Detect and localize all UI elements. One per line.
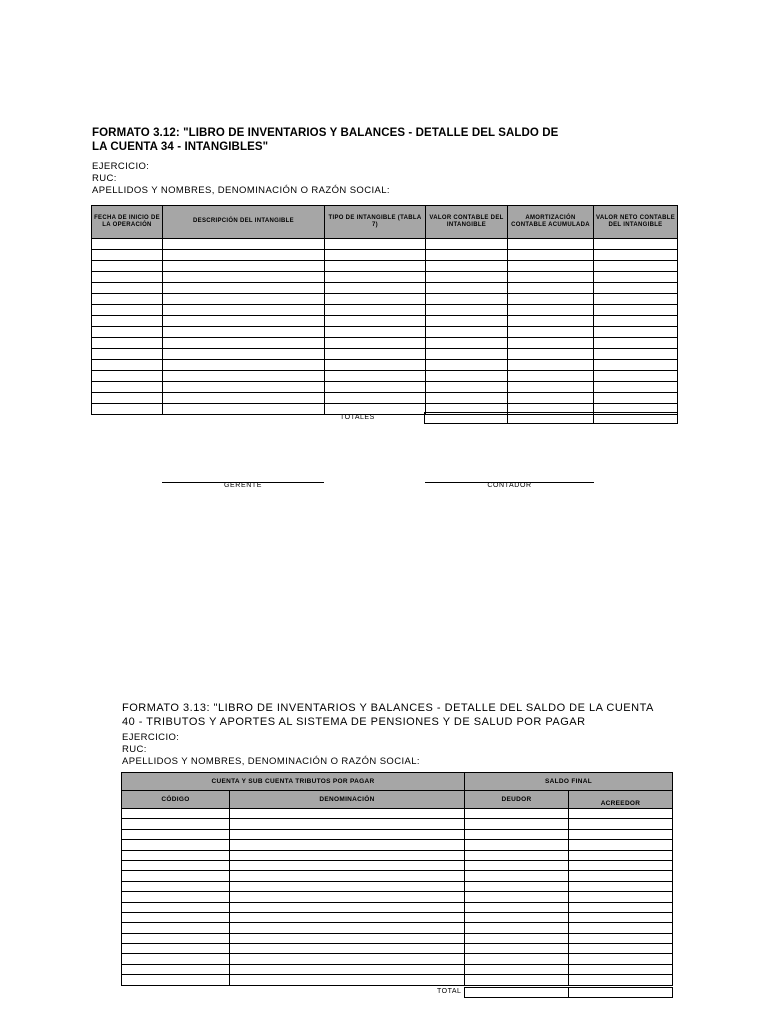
header-acreedor: ACREEDOR: [569, 791, 673, 809]
total-valor-neto-cell: [594, 413, 678, 424]
format-3-12-meta: [92, 161, 390, 197]
table-row: [122, 954, 673, 964]
ruc-label: RUC:: [92, 173, 117, 184]
table-cell: [465, 819, 569, 829]
table-cell: [465, 975, 569, 985]
table-cell: [122, 819, 230, 829]
header-deudor: DEUDOR: [465, 791, 569, 809]
table-cell: [465, 944, 569, 954]
totales-row: [424, 412, 678, 424]
header-fecha-inicio: FECHA DE INICIO DE LA OPERACIÓN: [92, 206, 163, 239]
table-cell: [325, 338, 426, 349]
total-row: [464, 987, 673, 998]
table-row: [122, 944, 673, 954]
table-cell: [426, 239, 508, 250]
table-cell: [426, 393, 508, 404]
table-cell: [92, 272, 163, 283]
table-cell: [426, 305, 508, 316]
table-cell: [426, 338, 508, 349]
table-row: [122, 902, 673, 912]
table-cell: [92, 327, 163, 338]
table-cell: [92, 338, 163, 349]
table-cell: [163, 393, 325, 404]
table-cell: [163, 294, 325, 305]
table-cell: [426, 360, 508, 371]
table-cell: [508, 239, 594, 250]
table-cell: [163, 371, 325, 382]
table-cell: [508, 382, 594, 393]
table-cell: [508, 316, 594, 327]
table-cell: [230, 829, 465, 839]
table-cell: [230, 819, 465, 829]
table-cell: [508, 305, 594, 316]
table-cell: [325, 239, 426, 250]
table-cell: [465, 964, 569, 974]
total-acreedor-cell: [569, 988, 673, 998]
table-cell: [569, 954, 673, 964]
table-cell: [325, 305, 426, 316]
title-line-2: LA CUENTA 34 - INTANGIBLES": [92, 141, 269, 153]
razon-social-label: APELLIDOS Y NOMBRES, DENOMINACIÓN O RAZÓN SOCIAL:: [92, 185, 390, 196]
table-cell: [122, 964, 230, 974]
table-cell: [465, 860, 569, 870]
header-codigo: CÓDIGO: [122, 791, 230, 809]
table-cell: [122, 860, 230, 870]
table-cell: [230, 871, 465, 881]
table-cell: [569, 881, 673, 891]
table-cell: [569, 829, 673, 839]
table-cell: [508, 283, 594, 294]
table-cell: [569, 850, 673, 860]
header-valor-neto: VALOR NETO CONTABLE DEL INTANGIBLE: [594, 206, 678, 239]
table-cell: [163, 338, 325, 349]
table-cell: [594, 261, 678, 272]
total-amortizacion-cell: [508, 413, 594, 424]
table-cell: [465, 881, 569, 891]
table-row: [122, 964, 673, 974]
table-cell: [325, 393, 426, 404]
header-cuenta-subcuenta: CUENTA Y SUB CUENTA TRIBUTOS POR PAGAR: [122, 773, 465, 791]
table-cell: [569, 912, 673, 922]
table-cell: [465, 840, 569, 850]
table-cell: [594, 349, 678, 360]
table-cell: [230, 923, 465, 933]
table-cell: [325, 294, 426, 305]
table-cell: [163, 272, 325, 283]
table-cell: [92, 360, 163, 371]
table-cell: [325, 272, 426, 283]
table-row: [122, 860, 673, 870]
table-cell: [325, 327, 426, 338]
table-cell: [325, 250, 426, 261]
table-cell: [92, 382, 163, 393]
table-cell: [325, 261, 426, 272]
table-row: [92, 250, 678, 261]
table-cell: [122, 902, 230, 912]
table-cell: [569, 944, 673, 954]
table-cell: [594, 272, 678, 283]
table-row: [122, 829, 673, 839]
table-cell: [465, 850, 569, 860]
table-cell: [465, 912, 569, 922]
table-cell: [569, 871, 673, 881]
table-cell: [230, 892, 465, 902]
table-row: [92, 294, 678, 305]
table-cell: [569, 892, 673, 902]
total-valor-contable-cell: [425, 413, 508, 424]
intangibles-table: [91, 205, 678, 415]
table-cell: [92, 349, 163, 360]
table-cell: [465, 902, 569, 912]
table-row: [92, 360, 678, 371]
tributos-table: [121, 772, 673, 986]
header-valor-contable: VALOR CONTABLE DEL INTANGIBLE: [426, 206, 508, 239]
table-cell: [230, 809, 465, 819]
table-cell: [594, 305, 678, 316]
table-cell: [230, 964, 465, 974]
table-cell: [230, 881, 465, 891]
table-row: [122, 912, 673, 922]
table-cell: [508, 272, 594, 283]
table-cell: [325, 382, 426, 393]
table-cell: [92, 283, 163, 294]
header-descripcion: DESCRIPCIÓN DEL INTANGIBLE: [163, 206, 325, 239]
table-cell: [325, 371, 426, 382]
table-cell: [230, 912, 465, 922]
format-3-12-title: [92, 126, 558, 154]
table-row: [92, 338, 678, 349]
table-row: [92, 261, 678, 272]
table-row: [92, 272, 678, 283]
table-cell: [122, 871, 230, 881]
table-cell: [426, 327, 508, 338]
totales-label: TOTALES: [340, 414, 375, 421]
contador-label: CONTADOR: [487, 482, 532, 489]
table-cell: [325, 360, 426, 371]
table-cell: [569, 975, 673, 985]
table-cell: [230, 860, 465, 870]
table-cell: [325, 283, 426, 294]
table-cell: [122, 850, 230, 860]
gerente-label: GERENTE: [223, 482, 263, 489]
table-cell: [594, 393, 678, 404]
table-cell: [426, 261, 508, 272]
header-amortizacion: AMORTIZACIÓN CONTABLE ACUMULADA: [508, 206, 594, 239]
table-cell: [122, 881, 230, 891]
table-cell: [92, 316, 163, 327]
table-cell: [569, 933, 673, 943]
razon-social-label: APELLIDOS Y NOMBRES, DENOMINACIÓN O RAZÓN SOCIAL:: [122, 756, 420, 767]
header-denominacion: DENOMINACIÓN: [230, 791, 465, 809]
table-cell: [92, 305, 163, 316]
table-cell: [230, 954, 465, 964]
table-cell: [426, 382, 508, 393]
table-cell: [163, 305, 325, 316]
table-cell: [569, 819, 673, 829]
table-cell: [465, 809, 569, 819]
table-cell: [465, 829, 569, 839]
table-cell: [426, 294, 508, 305]
table-cell: [122, 954, 230, 964]
table-row: [92, 393, 678, 404]
table-cell: [163, 327, 325, 338]
header-tipo-intangible: TIPO DE INTANGIBLE (TABLA 7): [325, 206, 426, 239]
table-cell: [122, 923, 230, 933]
table-row: [92, 327, 678, 338]
table-row: [92, 349, 678, 360]
table-cell: [163, 349, 325, 360]
intangibles-table-body: [92, 239, 678, 415]
table-cell: [122, 912, 230, 922]
table-row: [122, 933, 673, 943]
table-cell: [230, 850, 465, 860]
table-cell: [594, 294, 678, 305]
table-cell: [325, 316, 426, 327]
table-cell: [508, 338, 594, 349]
table-row: [92, 283, 678, 294]
table-cell: [508, 393, 594, 404]
total-label: TOTAL: [437, 988, 462, 995]
table-cell: [230, 975, 465, 985]
table-row: [92, 382, 678, 393]
table-cell: [594, 283, 678, 294]
table-cell: [465, 923, 569, 933]
table-row: [92, 316, 678, 327]
ejercicio-label: EJERCICIO:: [122, 732, 180, 743]
table-cell: [163, 382, 325, 393]
table-row: [92, 239, 678, 250]
table-cell: [569, 860, 673, 870]
table-cell: [122, 840, 230, 850]
table-row: [122, 850, 673, 860]
table-cell: [122, 944, 230, 954]
table-cell: [426, 283, 508, 294]
table-cell: [92, 250, 163, 261]
table-cell: [569, 840, 673, 850]
table-cell: [426, 349, 508, 360]
table-cell: [426, 316, 508, 327]
table-cell: [594, 338, 678, 349]
table-cell: [594, 327, 678, 338]
format-3-13-meta: [122, 732, 420, 768]
table-cell: [594, 239, 678, 250]
title-line-1: FORMATO 3.12: "LIBRO DE INVENTARIOS Y BALANCES - DETALLE DEL SALDO DE: [92, 127, 559, 139]
table-cell: [92, 294, 163, 305]
ruc-label: RUC:: [122, 744, 147, 755]
table-cell: [508, 250, 594, 261]
table-cell: [569, 964, 673, 974]
table-cell: [325, 404, 426, 415]
table-cell: [508, 261, 594, 272]
table-cell: [163, 360, 325, 371]
table-row: [122, 881, 673, 891]
table-row: [92, 371, 678, 382]
table-cell: [92, 239, 163, 250]
table-cell: [594, 371, 678, 382]
table-cell: [92, 393, 163, 404]
format-3-13-title: [122, 701, 654, 729]
table-cell: [230, 933, 465, 943]
table-cell: [122, 829, 230, 839]
table-row: [92, 305, 678, 316]
table-cell: [465, 892, 569, 902]
table-row: [122, 809, 673, 819]
table-row: [122, 871, 673, 881]
table-cell: [508, 349, 594, 360]
table-cell: [92, 261, 163, 272]
table-cell: [230, 840, 465, 850]
table-cell: [325, 349, 426, 360]
table-cell: [426, 272, 508, 283]
table-cell: [163, 239, 325, 250]
tributos-table-body: [122, 809, 673, 986]
table-cell: [163, 250, 325, 261]
table-cell: [92, 404, 163, 415]
table-cell: [122, 809, 230, 819]
table-cell: [92, 371, 163, 382]
table-cell: [426, 250, 508, 261]
table-cell: [465, 954, 569, 964]
table-cell: [163, 316, 325, 327]
table-cell: [594, 316, 678, 327]
table-cell: [594, 360, 678, 371]
table-cell: [508, 371, 594, 382]
table-cell: [122, 933, 230, 943]
table-cell: [163, 404, 325, 415]
table-cell: [163, 283, 325, 294]
table-cell: [569, 809, 673, 819]
table-row: [122, 892, 673, 902]
table-cell: [426, 371, 508, 382]
table-cell: [594, 250, 678, 261]
title-line-2: 40 - TRIBUTOS Y APORTES AL SISTEMA DE PENSIONES Y DE SALUD POR PAGAR: [122, 716, 586, 728]
table-cell: [122, 892, 230, 902]
table-cell: [569, 923, 673, 933]
table-cell: [122, 975, 230, 985]
table-cell: [508, 360, 594, 371]
table-row: [122, 923, 673, 933]
table-cell: [465, 871, 569, 881]
table-cell: [569, 902, 673, 912]
table-row: [122, 819, 673, 829]
title-line-1: FORMATO 3.13: "LIBRO DE INVENTARIOS Y BALANCES - DETALLE DEL SALDO DE LA CUENTA: [122, 702, 654, 714]
header-saldo-final: SALDO FINAL: [465, 773, 673, 791]
table-cell: [465, 933, 569, 943]
table-cell: [508, 327, 594, 338]
table-row: [122, 840, 673, 850]
table-row: [122, 975, 673, 985]
total-deudor-cell: [465, 988, 569, 998]
table-cell: [163, 261, 325, 272]
table-cell: [230, 944, 465, 954]
ejercicio-label: EJERCICIO:: [92, 161, 150, 172]
table-cell: [594, 382, 678, 393]
table-cell: [508, 294, 594, 305]
table-cell: [230, 902, 465, 912]
